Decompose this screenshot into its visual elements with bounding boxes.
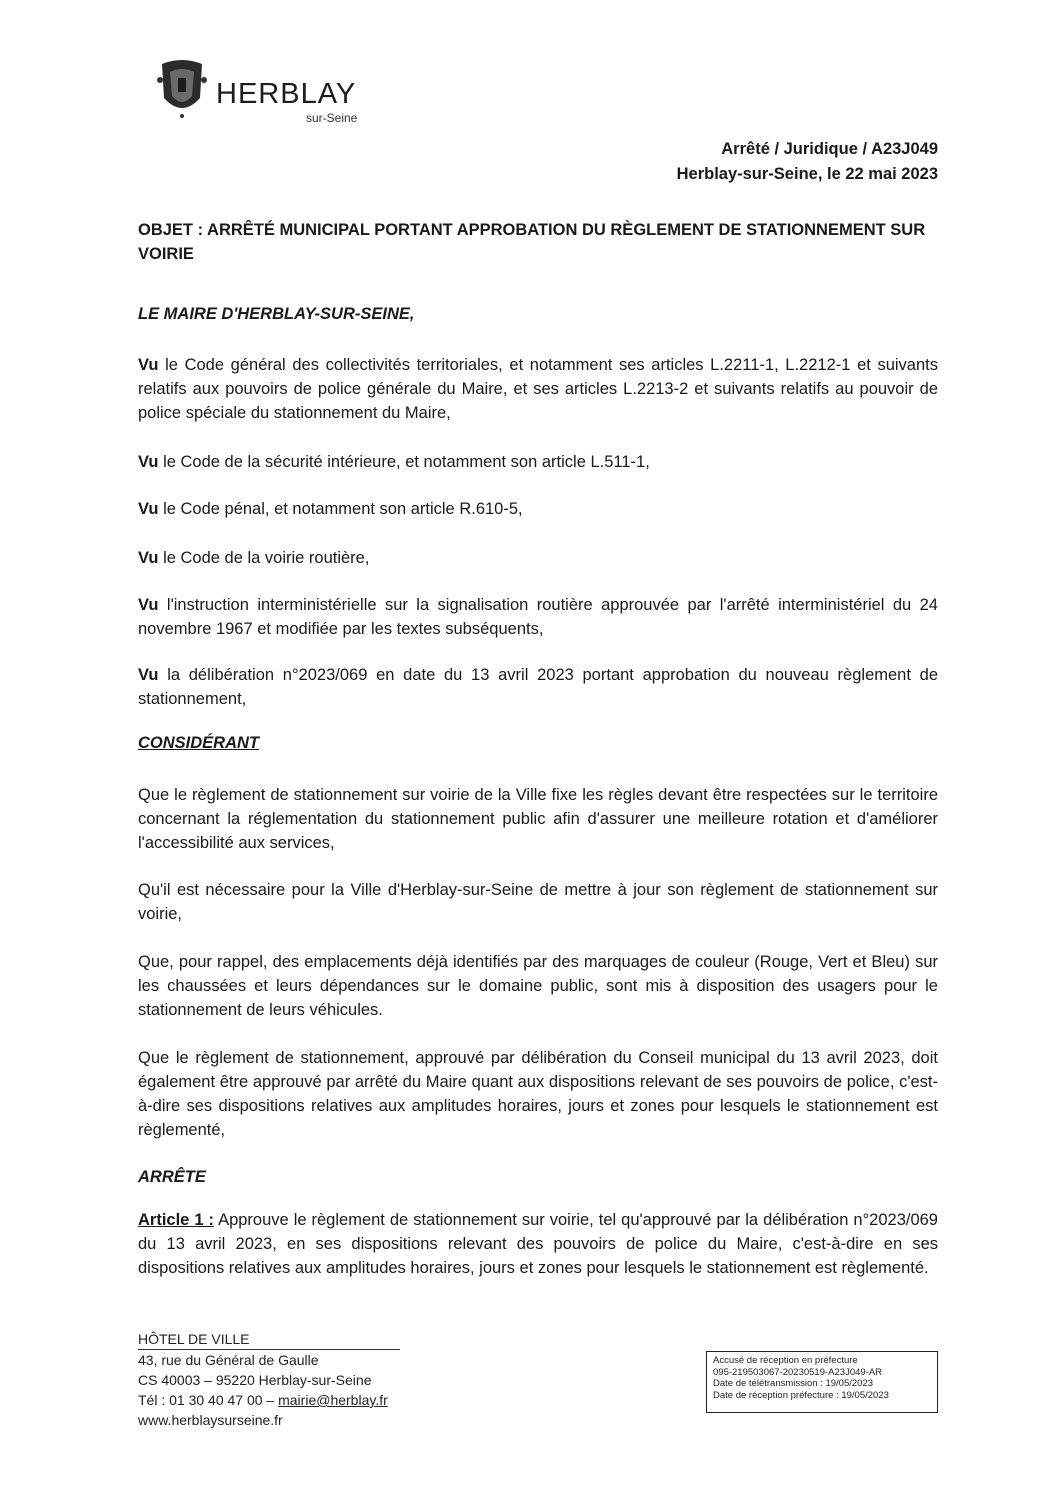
herblay-logo [156, 58, 376, 128]
vu-lead: Vu [138, 500, 159, 518]
reference-block [677, 137, 938, 187]
prefecture-acknowledgement-stamp [706, 1351, 938, 1413]
considerant-paragraph: Que le règlement de stationnement sur voirie de la Ville fixe les règles devant être respectées sur le territoire concernant la réglementation du stationnement public afin d'assurer une meilleure rotation et d'améliorer l'accessibilité aux services, [138, 786, 938, 852]
vu-text: la délibération n°2023/069 en date du 13 avril 2023 portant approbation du nouveau règlement de stationnement, [138, 666, 938, 708]
vu-lead: Vu [138, 453, 159, 471]
footer-contact [138, 1390, 400, 1410]
vu-text: l'instruction interministérielle sur la signalisation routière approuvée par l'arrêté interministériel du 24 novembre 1967 et modifiée par les textes subséquents, [138, 596, 938, 638]
article-1 [138, 1208, 938, 1280]
considerant-heading: CONSIDÉRANT [138, 734, 260, 752]
article-text: Approuve le règlement de stationnement sur voirie, tel qu'approuvé par la délibération n°2023/069 du 13 avril 2023, en ses dispositions relevant des pouvoirs de police du Maire, c'est-à-dire en ses dispositions relatives aux amplitudes horaires, jours et zones pour lesquels le stationnement est règlementé. [138, 1211, 938, 1277]
footer-street: 43, rue du Général de Gaulle [138, 1352, 319, 1368]
footer-website[interactable]: www.herblaysurseine.fr [138, 1412, 283, 1428]
article-label: Article 1 : [138, 1211, 214, 1229]
logo-name: HERBLAY [216, 78, 357, 110]
ack-line: Date de télétransmission : 19/05/2023 [713, 1378, 874, 1389]
vu-paragraph [138, 497, 938, 521]
considerant-paragraph: Que, pour rappel, des emplacements déjà identifiés par des marquages de couleur (Rouge, Vert et Bleu) sur les chaussées et leurs dépendances sur le domaine public, sont mis à disposition des usagers pour le stationnement de leurs véhicules. [138, 953, 938, 1019]
vu-text: le Code général des collectivités territoriales, et notamment ses articles L.2211-1, L.2212-1 et suivants relatifs aux pouvoirs de police générale du Maire, et ses articles L.2213-2 et suivants relatifs au pouvoir de police spéciale du stationnement du Maire, [138, 356, 938, 422]
maire-heading: LE MAIRE D'HERBLAY-SUR-SEINE, [138, 305, 415, 323]
place-date: Herblay-sur-Seine, le 22 mai 2023 [676, 165, 938, 183]
vu-paragraph [138, 353, 938, 425]
vu-paragraph [138, 593, 938, 641]
ack-line: 095-219503067-20230519-A23J049-AR [713, 1366, 883, 1378]
vu-paragraph [138, 546, 938, 570]
vu-lead: Vu [138, 549, 159, 567]
footer-title: HÔTEL DE VILLE [138, 1329, 400, 1350]
vu-paragraph [138, 663, 938, 711]
arrete-heading: ARRÊTE [138, 1168, 206, 1186]
reference-code: Arrêté / Juridique / A23J049 [721, 140, 938, 158]
footer-phone: Tél : 01 30 40 47 00 – [138, 1392, 279, 1408]
vu-text: le Code de la voirie routière, [158, 549, 370, 567]
footer-address [138, 1329, 400, 1430]
logo-subtitle: sur-Seine [306, 111, 358, 125]
city-crest-icon [156, 58, 208, 120]
footer-email-link[interactable]: mairie@herblay.fr [278, 1392, 388, 1408]
considerant-paragraph: Qu'il est nécessaire pour la Ville d'Herblay-sur-Seine de mettre à jour son règlement de stationnement sur voirie, [138, 881, 938, 923]
vu-lead: Vu [138, 666, 159, 684]
vu-lead: Vu [138, 356, 159, 374]
considerant-paragraph: Que le règlement de stationnement, approuvé par délibération du Conseil municipal du 13 avril 2023, doit également être approuvé par arrêté du Maire quant aux dispositions relevant de ses pouvoirs de police, c'est-à-dire ses dispositions relatives aux amplitudes horaires, jours et zones pour lesquels le stationnement est règlementé, [138, 1049, 938, 1139]
ack-line: Accusé de réception en préfecture [713, 1355, 858, 1366]
vu-paragraph [138, 450, 938, 474]
footer-postal: CS 40003 – 95220 Herblay-sur-Seine [138, 1372, 372, 1388]
vu-text: le Code de la sécurité intérieure, et notamment son article L.511-1, [158, 453, 650, 471]
ack-line: Date de réception préfecture : 19/05/2023 [713, 1389, 889, 1401]
vu-lead: Vu [138, 596, 159, 614]
document-subject: OBJET : ARRÊTÉ MUNICIPAL PORTANT APPROBATION DU RÈGLEMENT DE STATIONNEMENT SUR VOIRIE [138, 221, 926, 263]
vu-text: le Code pénal, et notamment son article R.610-5, [158, 500, 523, 518]
